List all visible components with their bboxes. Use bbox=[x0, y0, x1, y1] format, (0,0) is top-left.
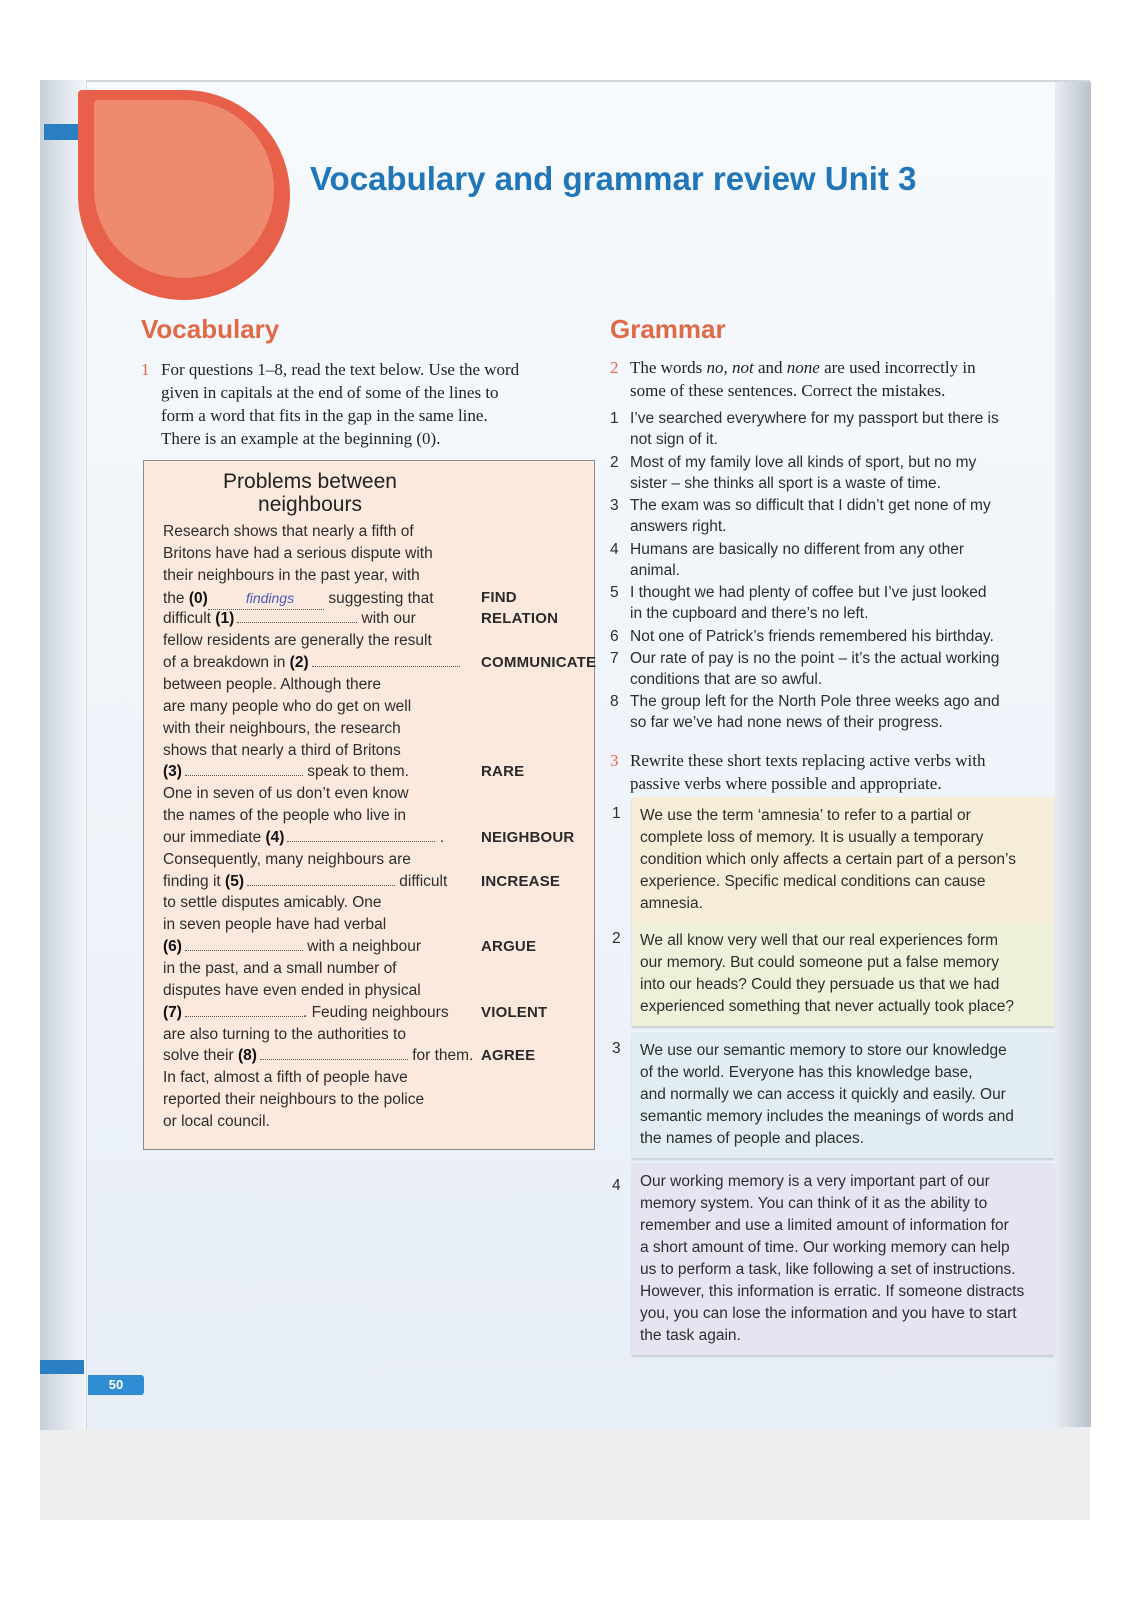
item-line: answers right. bbox=[630, 518, 727, 536]
passage-line bbox=[163, 653, 460, 673]
answer-gap[interactable] bbox=[312, 654, 460, 667]
passage-text: their neighbours in the past year, with bbox=[163, 566, 420, 584]
text-line: condition which only affects a certain part of a person’s bbox=[640, 851, 1016, 868]
passage-line bbox=[163, 828, 444, 848]
text-line: of the world. Everyone has this knowledge base, bbox=[640, 1064, 973, 1081]
page-number: 50 bbox=[88, 1375, 144, 1395]
page-edge-strip bbox=[40, 80, 87, 1430]
passage-text: disputes have even ended in physical bbox=[163, 981, 421, 999]
item-line: Our rate of pay is no the point – it’s the actual working bbox=[630, 649, 1000, 667]
item-line: I thought we had plenty of coffee but I’ve just looked bbox=[630, 584, 987, 602]
passage-line bbox=[163, 1112, 270, 1132]
keyword: COMMUNICATE bbox=[481, 654, 597, 672]
text-line: into our heads? Could they persuade us that we had bbox=[640, 976, 1000, 993]
passage-text: between people. Although there bbox=[163, 675, 382, 693]
gap-number: (6) bbox=[163, 938, 182, 956]
passage-line bbox=[163, 741, 401, 761]
keyword: RARE bbox=[481, 763, 525, 781]
passage-text: One in seven of us don’t even know bbox=[163, 785, 409, 803]
item-number: 3 bbox=[610, 497, 619, 515]
task-number: 1 bbox=[141, 360, 150, 379]
grammar-task3-instructions bbox=[610, 749, 1070, 795]
grammar-heading: Grammar bbox=[610, 314, 726, 344]
passage-text: suggesting that bbox=[324, 589, 434, 607]
passage-text: are also turning to the authorities to bbox=[163, 1025, 406, 1043]
passage-text: speak to them. bbox=[302, 763, 409, 781]
text-box bbox=[632, 797, 1054, 923]
passage-text: in the past, and a small number of bbox=[163, 960, 397, 977]
instruction-line: form a word that fits in the gap in the same line. bbox=[161, 406, 488, 425]
item-number: 7 bbox=[610, 649, 619, 667]
decorative-blob-inner bbox=[94, 100, 274, 278]
passage-text: with a neighbour bbox=[302, 938, 422, 956]
gap-number: (8) bbox=[237, 1047, 257, 1065]
sentence-item bbox=[610, 408, 999, 450]
instruction-line: given in capitals at the end of some of the lines to bbox=[161, 383, 499, 402]
passage-text: finding it bbox=[163, 872, 226, 890]
passage-text: our immediate bbox=[163, 828, 266, 846]
keyword: INCREASE bbox=[481, 872, 561, 890]
passage-line bbox=[163, 522, 414, 542]
passage-line bbox=[163, 588, 434, 610]
item-number: 5 bbox=[610, 584, 619, 602]
text-box bbox=[632, 922, 1054, 1026]
page-tab-marker bbox=[40, 1360, 84, 1374]
task-number: 3 bbox=[610, 751, 619, 770]
passage-line bbox=[163, 544, 433, 564]
text-line: you, you can lose the information and you have to start bbox=[640, 1305, 1017, 1322]
item-line: Humans are basically no different from any other bbox=[630, 540, 964, 558]
item-line: The group left for the North Pole three weeks ago and bbox=[630, 693, 1000, 711]
instruction-line: The words no, not and none are used incorrectly in bbox=[630, 358, 976, 377]
text-line: We use our semantic memory to store our knowledge bbox=[640, 1042, 1007, 1059]
item-number: 4 bbox=[610, 540, 619, 558]
passage-text: the bbox=[163, 589, 189, 607]
sentence-item bbox=[610, 452, 977, 494]
passage-title bbox=[150, 470, 470, 516]
item-line: sister – she thinks all sport is a waste of time. bbox=[630, 474, 941, 492]
passage-text: to settle disputes amicably. One bbox=[163, 894, 382, 912]
passage-line bbox=[163, 631, 432, 651]
item-number: 2 bbox=[610, 453, 619, 471]
passage-text: shows that nearly a third of Britons bbox=[163, 741, 401, 759]
item-number: 6 bbox=[610, 628, 619, 645]
answer-gap[interactable] bbox=[185, 938, 303, 951]
text-line: and normally we can access it quickly and easily. Our bbox=[640, 1086, 1006, 1103]
gap-number: (2) bbox=[289, 654, 309, 672]
text-line: Our working memory is a very important part of our bbox=[640, 1173, 990, 1190]
sentence-item bbox=[610, 582, 987, 624]
passage-text: for them. bbox=[407, 1047, 474, 1065]
keyword: NEIGHBOUR bbox=[481, 828, 575, 846]
passage-line bbox=[163, 850, 411, 870]
text-line: semantic memory includes the meanings of words and bbox=[640, 1108, 1014, 1125]
task-number: 2 bbox=[610, 358, 619, 377]
answer-gap[interactable] bbox=[247, 873, 395, 886]
answer-gap[interactable] bbox=[185, 1004, 303, 1017]
gap-number: (5) bbox=[225, 872, 244, 890]
passage-line bbox=[163, 893, 382, 913]
item-line: animal. bbox=[630, 561, 680, 579]
passage-line bbox=[163, 915, 386, 935]
item-line: so far we’ve had none news of their progress. bbox=[630, 714, 943, 732]
passage-line bbox=[163, 959, 397, 979]
passage-text: in seven people have had verbal bbox=[163, 916, 387, 934]
item-number: 8 bbox=[610, 693, 619, 711]
sentence-item bbox=[610, 539, 964, 581]
answer-gap[interactable] bbox=[237, 610, 357, 623]
answer-gap[interactable] bbox=[185, 763, 303, 776]
item-number: 1 bbox=[610, 410, 619, 427]
passage-text: . Feuding neighbours bbox=[302, 1003, 449, 1021]
sentence-item bbox=[610, 626, 994, 647]
passage-line bbox=[163, 762, 409, 782]
text-line: memory system. You can think of it as the ability to bbox=[640, 1195, 988, 1212]
text-line: a short amount of time. Our working memory can help bbox=[640, 1239, 1010, 1256]
keyword: ARGUE bbox=[481, 938, 537, 956]
passage-line bbox=[163, 1003, 449, 1023]
keyword: VIOLENT bbox=[481, 1003, 548, 1021]
passage-text: In fact, almost a fifth of people have bbox=[163, 1069, 408, 1087]
text-line: complete loss of memory. It is usually a temporary bbox=[640, 829, 984, 846]
instruction-line: For questions 1–8, read the text below. Use the word bbox=[161, 360, 520, 379]
sentence-item bbox=[610, 495, 991, 537]
text-number: 4 bbox=[612, 1177, 621, 1194]
item-line: Not one of Patrick’s friends remembered his birthday. bbox=[630, 628, 994, 645]
grammar-task2-instructions bbox=[610, 356, 1070, 402]
page-title: Vocabulary and grammar review Unit 3 bbox=[310, 160, 917, 197]
passage-text: with our bbox=[357, 610, 416, 628]
passage-line bbox=[163, 1046, 473, 1066]
passage-line bbox=[163, 566, 420, 586]
instruction-line: Rewrite these short texts replacing active verbs with bbox=[630, 751, 986, 770]
passage-line bbox=[163, 719, 401, 739]
passage-text: or local council. bbox=[163, 1112, 270, 1130]
item-line: Most of my family love all kinds of sport, but no my bbox=[630, 453, 977, 471]
item-line: I’ve searched everywhere for my passport but there is bbox=[630, 410, 999, 427]
answer-gap[interactable] bbox=[208, 588, 324, 610]
passage-line bbox=[163, 1025, 406, 1045]
passage-text: the names of the people who live in bbox=[163, 807, 406, 825]
passage-line bbox=[163, 806, 406, 826]
passage-text: Research shows that nearly a fifth of bbox=[163, 523, 414, 540]
text-number: 1 bbox=[612, 805, 621, 822]
passage-text: reported their neighbours to the police bbox=[163, 1091, 425, 1109]
vocabulary-heading: Vocabulary bbox=[141, 314, 280, 344]
passage-text: solve their bbox=[163, 1047, 238, 1065]
passage-text: difficult bbox=[395, 872, 448, 890]
vocabulary-instructions bbox=[141, 358, 601, 450]
passage-title-line: Problems between bbox=[223, 470, 397, 493]
passage-title-line: neighbours bbox=[258, 493, 362, 516]
text-line: We use the term ‘amnesia’ to refer to a partial or bbox=[640, 807, 971, 824]
gap-number: (1) bbox=[215, 610, 235, 628]
gap-number: (4) bbox=[265, 828, 285, 846]
text-line: experienced something that never actually took place? bbox=[640, 998, 1014, 1015]
instruction-line: some of these sentences. Correct the mistakes. bbox=[630, 381, 946, 400]
keyword: RELATION bbox=[481, 610, 559, 628]
text-line: us to perform a task, like following a set of instructions. bbox=[640, 1261, 1016, 1278]
item-line: conditions that are so awful. bbox=[630, 670, 823, 688]
gap-number: (7) bbox=[163, 1003, 182, 1021]
sentence-item bbox=[610, 691, 1000, 733]
text-line: experience. Specific medical conditions can cause bbox=[640, 873, 986, 890]
passage-text: are many people who do get on well bbox=[163, 697, 412, 715]
passage-text: of a breakdown in bbox=[163, 654, 290, 672]
text-line: amnesia. bbox=[640, 895, 703, 912]
passage-text: Consequently, many neighbours are bbox=[163, 850, 411, 868]
passage-line bbox=[163, 1068, 408, 1088]
item-line: in the cupboard and there’s no left. bbox=[630, 605, 869, 623]
text-number: 3 bbox=[612, 1040, 621, 1057]
text-box bbox=[632, 1032, 1054, 1158]
keyword: FIND bbox=[481, 588, 517, 606]
text-line: remember and use a limited amount of information for bbox=[640, 1217, 1009, 1234]
passage-text: Britons have had a serious dispute with bbox=[163, 544, 433, 562]
item-line: The exam was so difficult that I didn’t get none of my bbox=[630, 497, 991, 515]
scan-bottom-margin bbox=[40, 1430, 1090, 1520]
keyword: AGREE bbox=[481, 1047, 536, 1065]
instruction-line: There is an example at the beginning (0). bbox=[161, 429, 441, 448]
answer-gap[interactable] bbox=[287, 829, 435, 842]
passage-line bbox=[163, 981, 421, 1001]
gap-number: (3) bbox=[163, 763, 182, 781]
passage-line bbox=[163, 872, 447, 892]
text-line: We all know very well that our real experiences form bbox=[640, 932, 999, 949]
unit-tab-marker bbox=[44, 124, 78, 140]
passage-line bbox=[163, 1090, 424, 1110]
passage-line bbox=[163, 675, 381, 695]
passage-line bbox=[163, 784, 409, 804]
sentence-item bbox=[610, 648, 1000, 690]
passage-text: difficult bbox=[163, 610, 216, 628]
text-line: However, this information is erratic. If someone distracts bbox=[640, 1283, 1025, 1300]
passage-line bbox=[163, 937, 421, 957]
gap-number: (0) bbox=[188, 589, 208, 607]
answer-gap[interactable] bbox=[260, 1047, 408, 1060]
item-line: not sign of it. bbox=[630, 431, 718, 448]
passage-line bbox=[163, 609, 416, 629]
example-answer: findings bbox=[245, 589, 295, 606]
text-number: 2 bbox=[612, 930, 621, 947]
passage-line bbox=[163, 697, 411, 717]
text-line: the task again. bbox=[640, 1327, 741, 1344]
text-line: the names of people and places. bbox=[640, 1130, 865, 1147]
instruction-line: passive verbs where possible and appropriate. bbox=[630, 774, 942, 793]
text-line: our memory. But could someone put a false memory bbox=[640, 954, 999, 971]
text-box bbox=[632, 1163, 1054, 1355]
passage-text: with their neighbours, the research bbox=[163, 719, 401, 737]
passage-text: fellow residents are generally the result bbox=[163, 632, 432, 650]
passage-text: . bbox=[435, 828, 445, 846]
